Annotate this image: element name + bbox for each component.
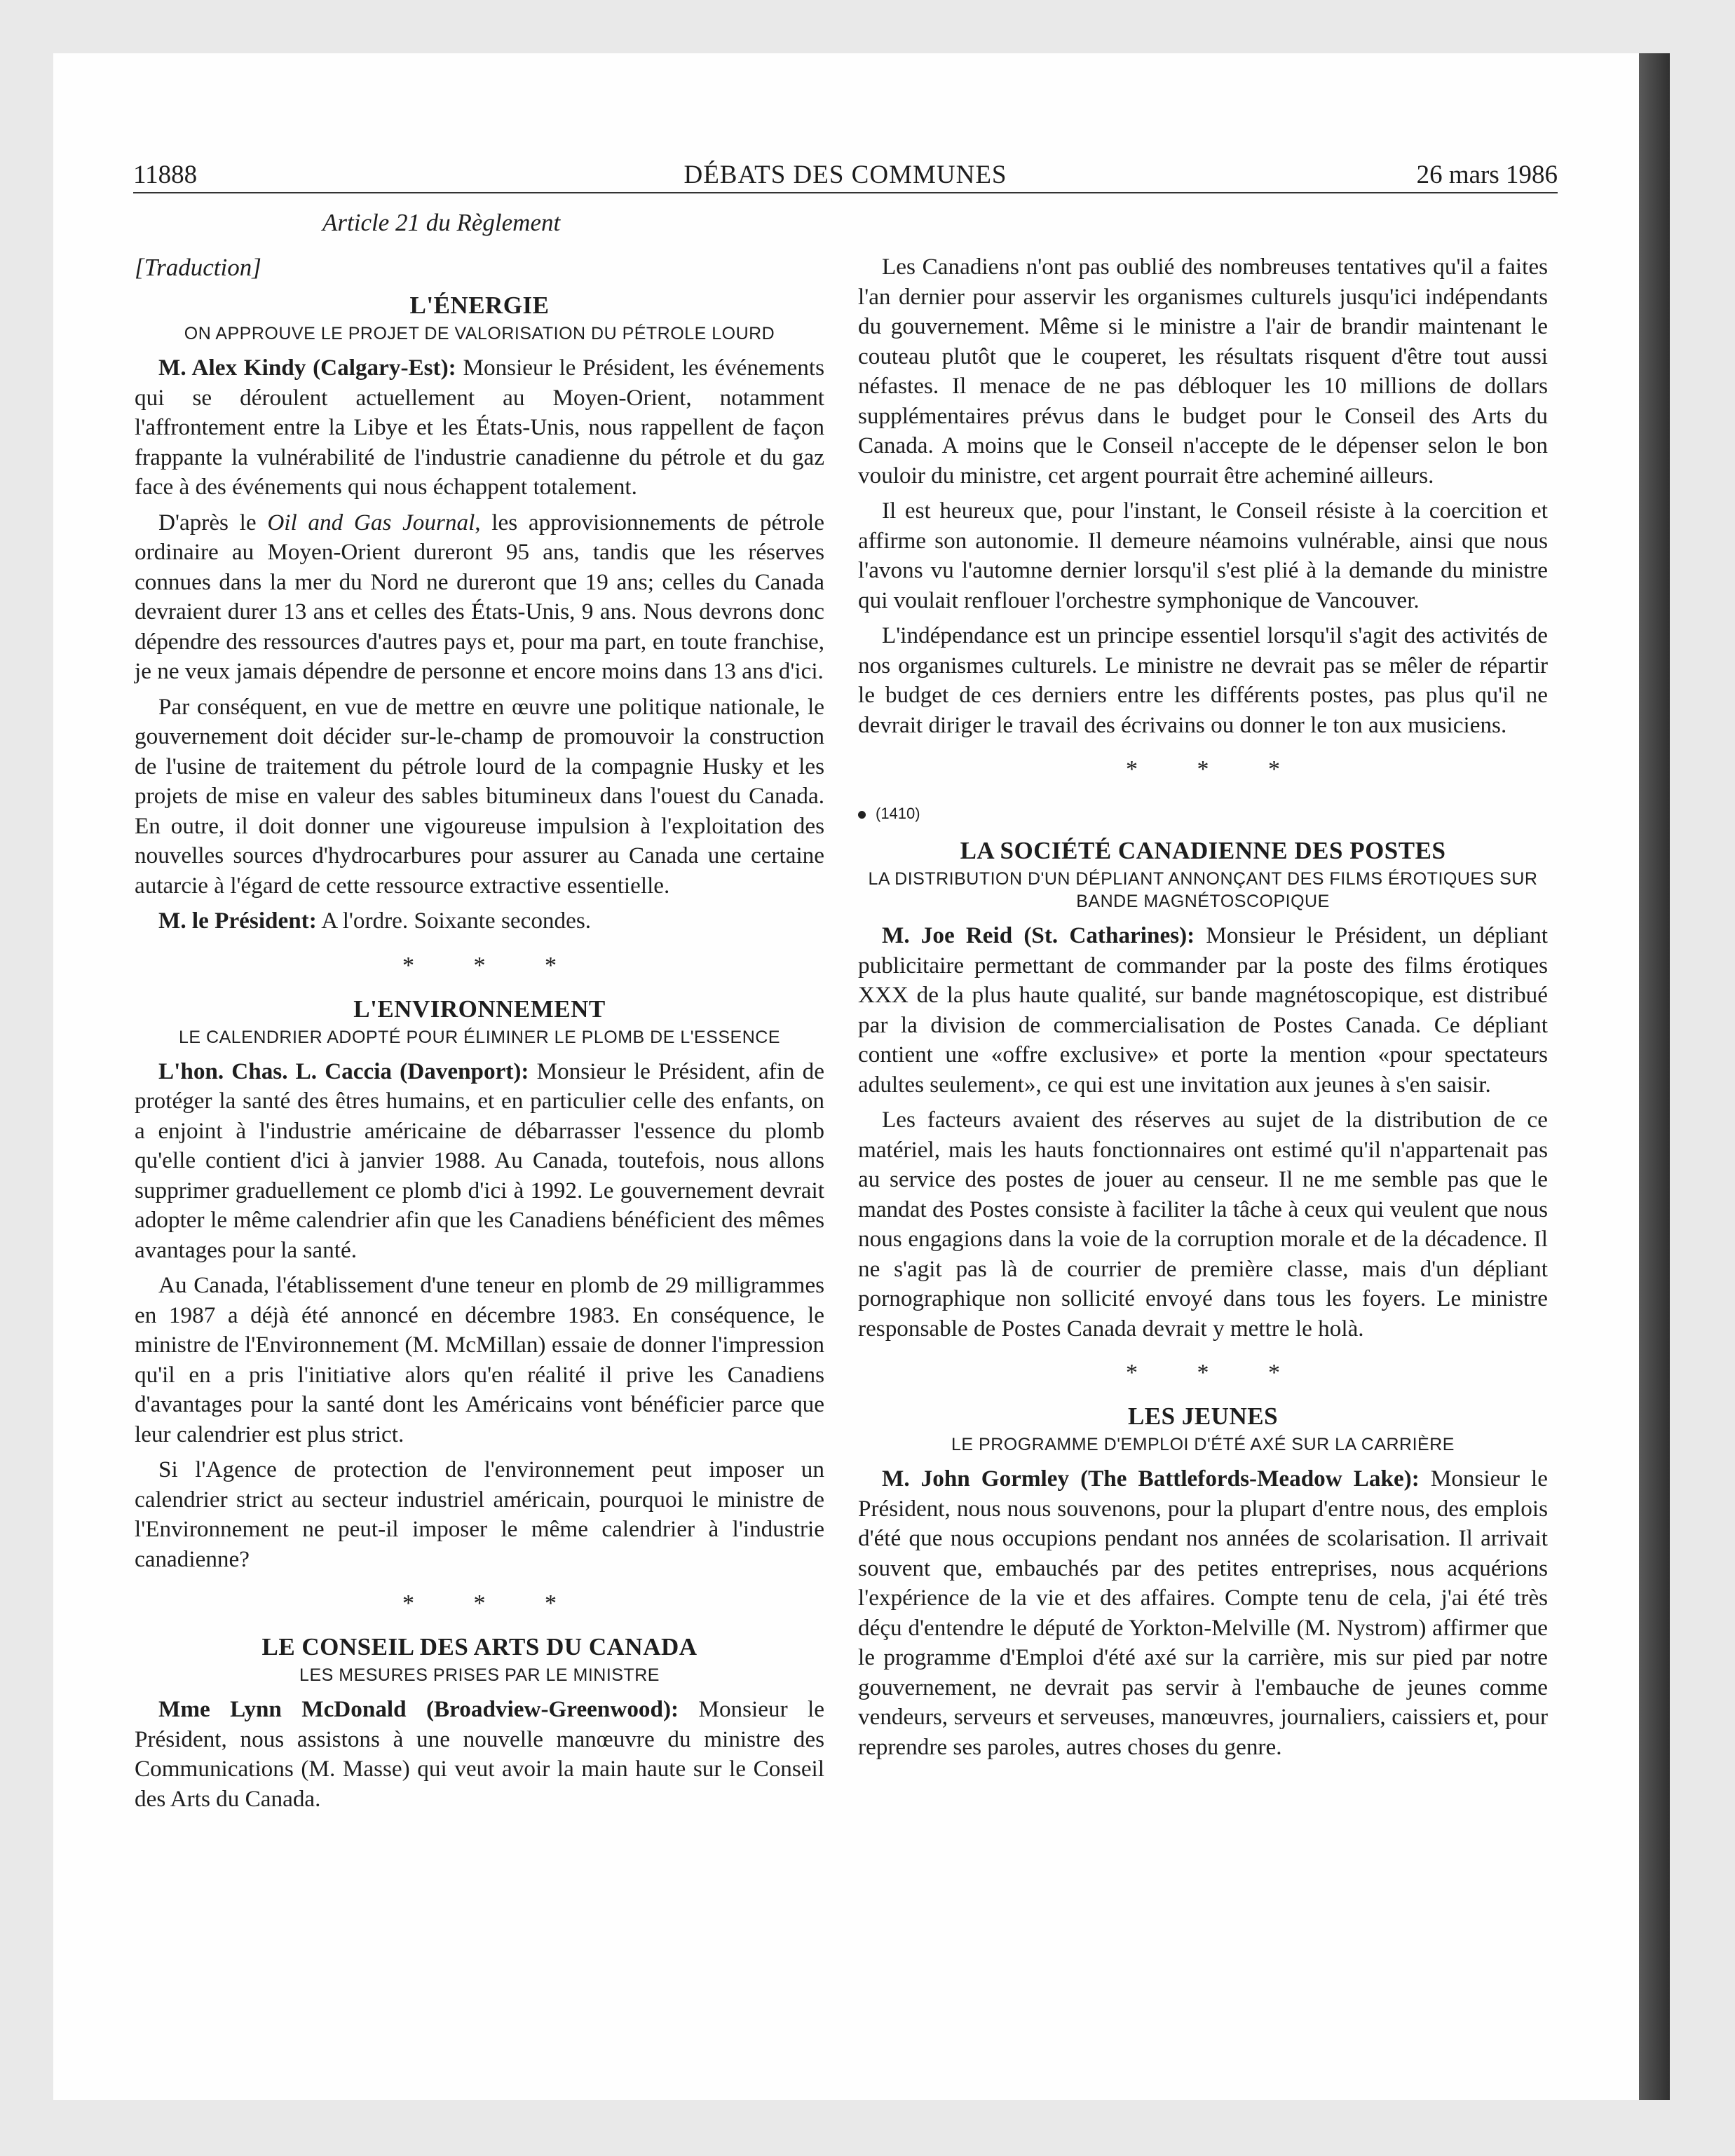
paragraph <box>135 906 824 936</box>
section-heading-environnement: L'ENVIRONNEMENT <box>353 995 606 1023</box>
section-subheading: LE CALENDRIER ADOPTÉ POUR ÉLIMINER LE PLOMB DE L'ESSENCE <box>178 1027 780 1047</box>
paragraph: Il est heureux que, pour l'instant, le Conseil résiste à la coercition et affirme son autonomie. Il demeure néamoins vulnérable, ainsi que nous l'avons vu l'automne dernier lorsqu'il s'est plié à la demande du ministre qui voulait renflouer l'orchestre symphonique de Vancouver. <box>858 498 1548 613</box>
translation-note: [Traduction] <box>135 254 261 281</box>
paragraph <box>135 1695 824 1814</box>
speaker-name: M. le Président: <box>158 908 317 934</box>
paragraph <box>135 1057 824 1266</box>
paragraph <box>135 353 824 503</box>
page-number: 11888 <box>133 161 198 189</box>
paragraph <box>858 1464 1548 1762</box>
paragraph <box>858 921 1548 1100</box>
paragraph: Par conséquent, en vue de mettre en œuvre une politique nationale, le gouvernement doit décider sur-le-champ de promouvoir la construction de l'usine de traitement du pétrole lourd de la compagnie Husky et les projets de mise en valeur des sables bitumineux dans l'ouest du Canada. En outre, il doit donner une vigoureuse impulsion à l'exploitation des nouvelles sources d'hydrocarbures pour assurer au Canada une certaine autarcie à l'égard de cette ressource extractive essentielle. <box>135 693 824 899</box>
right-column <box>858 252 1548 1768</box>
speaker-name: Mme Lynn McDonald (Broadview-Greenwood): <box>158 1696 679 1722</box>
paragraph-text: Monsieur le Président, nous nous souvenons, pour la plupart d'entre nous, des emplois d'été que nous occupions pendant nos années de scolarisation. Il arrivait souvent que, embauchés par des petites entreprises, nous acquérions l'expérience de la vie et des affaires. Compte tenu de cela, j'ai été très déçu d'entendre le député de Yorkton-Melville (M. Nystrom) affirmer que le programme d'Emploi d'été axé sur la carrière, mis sur pied par notre gouvernement, ne devrait pas servir à l'embauche de jeunes comme vendeurs, serveurs et serveuses, manœuvres, journaliers, caissiers et, pour reprendre ses paroles, autres choses du genre. <box>858 1466 1548 1760</box>
paragraph: Si l'Agence de protection de l'environnement peut imposer un calendrier strict au secteur industriel américain, pourquoi le ministre de l'Environnement ne peut-il imposer le même calendrier à l'industrie canadienne? <box>135 1456 824 1572</box>
speaker-name: M. John Gormley (The Battlefords-Meadow Lake): <box>882 1466 1420 1492</box>
paragraph-text: Monsieur le Président, un dépliant publicitaire permettant de commander par la poste des films érotiques XXX de la plus haute qualité, sur bande magnétoscopique, est distribué par la division de commercialisation de Postes Canada. Ce dépliant contient une «offre exclusive» et porte la mention «pour spectateurs adultes seulement», ce qui est une invitation aux jeunes à s'en saisir. <box>858 922 1549 1098</box>
section-heading-energie: L'ÉNERGIE <box>409 292 550 319</box>
paragraph-text: , les approvisionnements de pétrole ordinaire au Moyen-Orient dureront 95 ans, tandis que les réserves connues dans la mer du Nord ne dureront que 19 ans; celles du Canada devraient durer 13 ans et celles des États-Unis, 9 ans. Nous devrons donc dépendre des ressources d'autres pays et, pour ma part, en toute franchise, je ne veux jamais dépendre de personne et encore moins dans 13 ans d'ici. <box>135 509 824 684</box>
page-date: 26 mars 1986 <box>1416 161 1558 189</box>
section-subheading: LES MESURES PRISES PAR LE MINISTRE <box>299 1665 660 1685</box>
section-subheading: LE PROGRAMME D'EMPLOI D'ÉTÉ AXÉ SUR LA CARRIÈRE <box>951 1435 1455 1454</box>
time-marker-text: (1410) <box>876 805 920 822</box>
paragraph: Les facteurs avaient des réserves au sujet de la distribution de ce matériel, mais les hauts fonctionnaires ont estimé qu'il n'appartenait pas au service des postes de jouer au censeur. Il ne me semble pas que le mandat des Postes consiste à faciliter la tâche à ceux qui veulent que nous nous engagions dans la voie de la corruption morale et de la décadence. Il ne s'agit pas là de courrier de première classe, mais d'un dépliant pornographique non sollicité envoyé dans tous les foyers. Le ministre responsable de Postes Canada devrait y mettre le holà. <box>858 1107 1548 1342</box>
journal-title: Oil and Gas Journal <box>267 509 475 535</box>
paragraph <box>135 508 824 687</box>
article-reference: Article 21 du Règlement <box>322 209 561 236</box>
paragraph-text: Monsieur le Président, afin de protéger la santé des êtres humains, et en particulier celle des enfants, on a enjoint à l'industrie américaine de débarrasser l'essence du plomb qu'elle contient d'ici à janvier 1988. Au Canada, toutefois, nous allons supprimer graduellement ce plomb d'ici à 1992. Le gouvernement devrait adopter le même calendrier afin que les Canadiens bénéficient des mêmes avantages pour la santé. <box>135 1058 824 1263</box>
scan-edge <box>1639 53 1670 2100</box>
paragraph: L'indépendance est un principe essentiel lorsqu'il s'agit des activités de nos organismes culturels. Le ministre ne devrait pas se mêler de répartir le budget de ces derniers entre les différents postes, pas plus qu'il ne devrait diriger le travail des écrivains ou donner le ton aux musiciens. <box>858 622 1548 738</box>
section-separator: * * * <box>402 1590 583 1616</box>
paragraph-text: Monsieur le Président, les événements qui se déroulent actuellement au Moyen-Orient, notamment l'affrontement entre la Libye et les États-Unis, nous rappellent de façon frappante la vulnérabilité de l'industrie canadienne du pétrole et du gaz face à des événements qui nous échappent totalement. <box>135 355 824 500</box>
section-heading-postes: LA SOCIÉTÉ CANADIENNE DES POSTES <box>960 837 1446 864</box>
running-header <box>133 157 1558 193</box>
section-subheading: LA DISTRIBUTION D'UN DÉPLIANT ANNONÇANT DES FILMS ÉROTIQUES SUR BANDE MAGNÉTOSCOPIQUE <box>868 869 1538 911</box>
section-heading-conseil-arts: LE CONSEIL DES ARTS DU CANADA <box>261 1633 698 1660</box>
bullet-icon <box>858 811 866 819</box>
section-separator: * * * <box>1126 756 1307 782</box>
speaker-name: M. Joe Reid (St. Catharines): <box>882 922 1195 948</box>
paragraph-text: A l'ordre. Soixante secondes. <box>316 908 592 934</box>
paragraph: Au Canada, l'établissement d'une teneur en plomb de 29 milligrammes en 1987 a déjà été annoncé en décembre 1983. En conséquence, le ministre de l'Environnement (M. McMillan) essaie de donner l'impression qu'il en a pris l'initiative alors qu'en réalité il prive les Canadiens d'avantages pour la santé dont les Américains vont bénéficier parce que leur calendrier est plus strict. <box>135 1272 824 1447</box>
speaker-name: M. Alex Kindy (Calgary-Est): <box>158 355 456 381</box>
section-separator: * * * <box>402 952 583 978</box>
paragraph: Les Canadiens n'ont pas oublié des nombreuses tentatives qu'il a faites l'an dernier pour asservir les organismes culturels jusqu'ici indépendants du gouvernement. Même si le ministre a l'air de brandir maintenant le couteau plutôt que le couperet, les résultats risquent d'être tout aussi néfastes. Il menace de ne pas débloquer les 10 millions de dollars supplémentaires prévus dans le budget pour le Conseil des Arts du Canada. A moins que le Conseil n'accepte de le dépenser selon le bon vouloir du ministre, cet argent pourrait être acheminé ailleurs. <box>858 254 1548 489</box>
section-separator: * * * <box>1126 1360 1307 1386</box>
paragraph-text: D'après le <box>158 509 268 535</box>
publication-title: DÉBATS DES COMMUNES <box>683 161 1007 189</box>
section-subheading: ON APPROUVE LE PROJET DE VALORISATION DU PÉTROLE LOURD <box>184 324 775 343</box>
left-column <box>135 207 824 1820</box>
paragraph-text: Monsieur le Président, nous assistons à une nouvelle manœuvre du ministre des Communications (M. Masse) qui veut avoir la main haute sur le Conseil des Arts du Canada. <box>135 1696 824 1812</box>
speaker-name: L'hon. Chas. L. Caccia (Davenport): <box>158 1058 529 1084</box>
time-marker <box>858 803 1548 824</box>
section-heading-jeunes: LES JEUNES <box>1127 1403 1279 1430</box>
